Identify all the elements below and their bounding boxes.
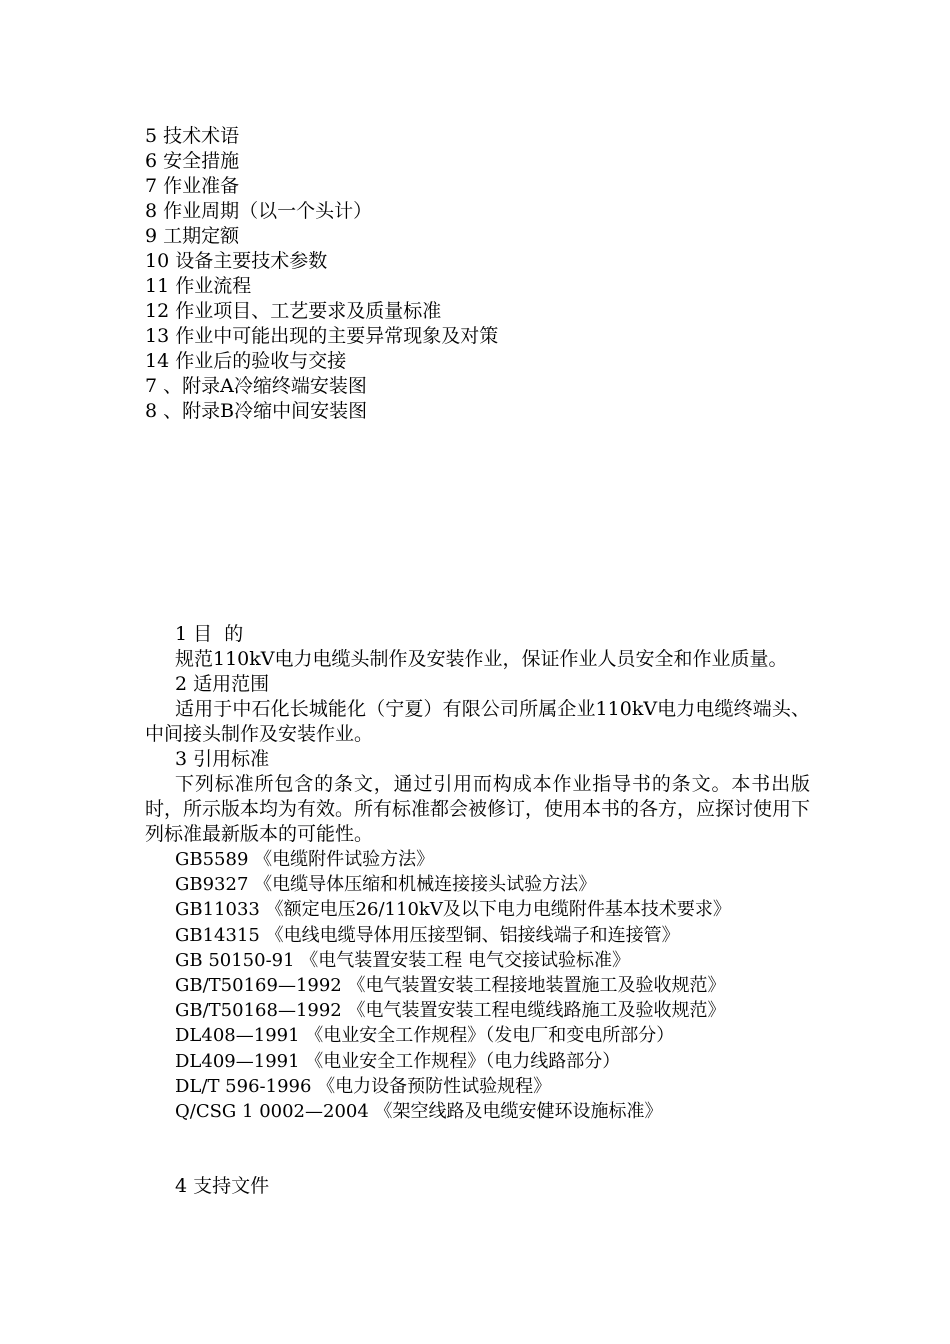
reference-item: Q/CSG 1 0002—2004 《架空线路及电缆安健环设施标准》	[175, 1100, 663, 1122]
reference-item: DL/T 596-1996 《电力设备预防性试验规程》	[175, 1075, 552, 1097]
toc-item: 13 作业中可能出现的主要异常现象及对策	[145, 325, 499, 347]
reference-item: GB/T50168—1992 《电气装置安装工程电缆线路施工及验收规范》	[175, 1000, 726, 1022]
reference-item: GB9327 《电缆导体压缩和机械连接接头试验方法》	[175, 874, 597, 896]
section-4-heading: 4 支持文件	[175, 1175, 270, 1198]
reference-list	[145, 847, 810, 1124]
section-1-heading: 1 目 的	[175, 623, 244, 645]
toc-item: 11 作业流程	[145, 275, 252, 297]
section-3-text: 下列标准所包含的条文，通过引用而构成本作业指导书的条文。本书出版时，所示版本均为有效。所有标准都会被修订，使用本书的各方，应探讨使用下列标准最新版本的可能性。	[145, 773, 811, 845]
toc-item: 8 、附录B冷缩中间安装图	[145, 400, 368, 422]
reference-item: DL409—1991 《电业安全工作规程》（电力线路部分）	[175, 1050, 621, 1072]
toc-item: 5 技术术语	[145, 125, 240, 147]
toc-item: 7 、附录A冷缩终端安装图	[145, 375, 367, 397]
reference-item: GB5589 《电缆附件试验方法》	[175, 849, 435, 870]
section-2-text: 适用于中石化长城能化（宁夏）有限公司所属企业110kV电力电缆终端头、中间接头制作及安装作业。	[145, 698, 810, 745]
section-1-text: 规范110kV电力电缆头制作及安装作业，保证作业人员安全和作业质量。	[175, 648, 788, 670]
reference-item: GB14315 《电线电缆导体用压接型铜、铝接线端子和连接管》	[175, 924, 680, 946]
toc-item: 9 工期定额	[145, 225, 240, 247]
reference-item: GB/T50169—1992 《电气装置安装工程接地装置施工及验收规范》	[175, 974, 726, 996]
toc-item: 6 安全措施	[145, 150, 240, 172]
toc-item: 10 设备主要技术参数	[145, 250, 328, 272]
section-3-heading: 3 引用标准	[175, 748, 270, 770]
toc-item: 14 作业后的验收与交接	[145, 350, 347, 372]
spacer	[145, 1124, 810, 1174]
reference-item: GB 50150-91 《电气装置安装工程 电气交接试验标准》	[175, 949, 631, 971]
toc-item: 12 作业项目、工艺要求及质量标准	[145, 300, 442, 322]
toc-item: 8 作业周期（以一个头计）	[145, 200, 373, 222]
document-body	[145, 622, 810, 1199]
reference-item: DL408—1991 《电业安全工作规程》（发电厂和变电所部分）	[175, 1025, 675, 1047]
table-of-contents	[145, 124, 845, 424]
section-2-heading: 2 适用范围	[175, 673, 270, 695]
toc-item: 7 作业准备	[145, 175, 240, 197]
reference-item: GB11033 《额定电压26/110kV及以下电力电缆附件基本技术要求》	[175, 899, 731, 921]
